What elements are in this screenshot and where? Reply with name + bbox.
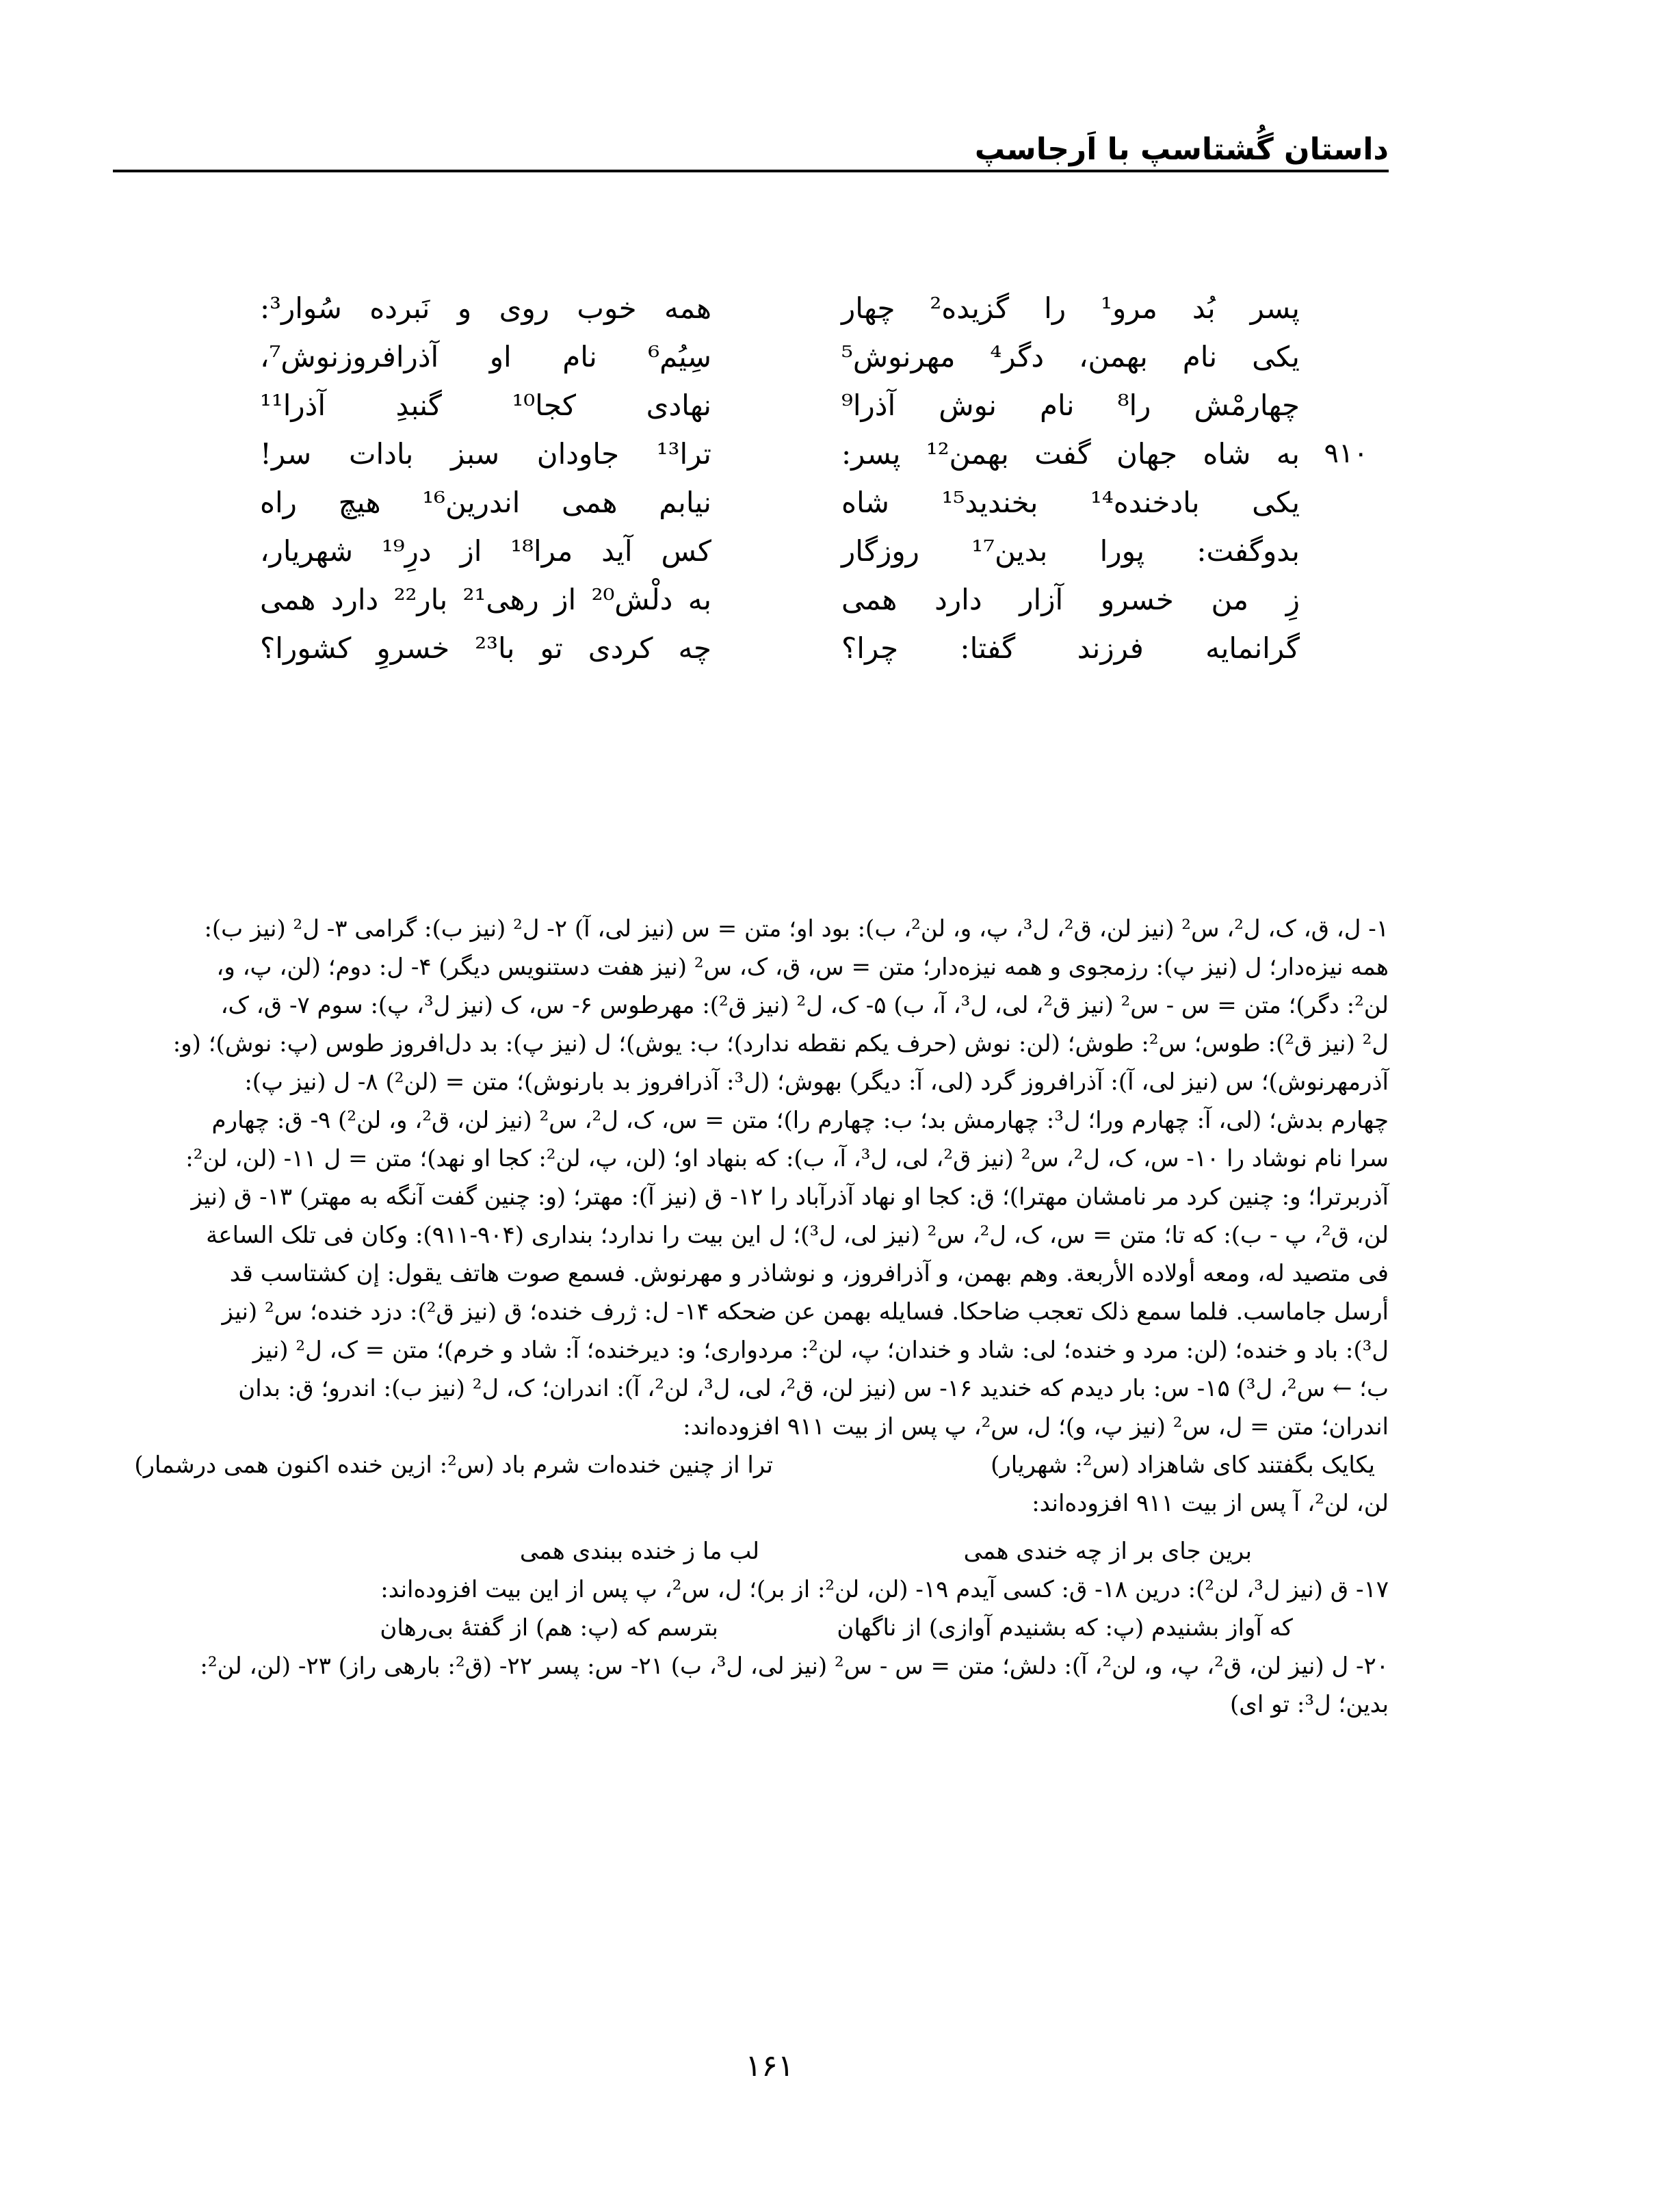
- footnote-line: اندران؛ متن = ل، س² (نیز پ، و)؛ ل، س²، پ پس از بیت ۹۱۱ افزوده‌اند:: [683, 1413, 1389, 1440]
- first-hemistich: به شاه جهان گفت بهمن¹² پسر:: [841, 437, 1300, 471]
- verse-row: [260, 624, 1368, 672]
- first-hemistich: چهارمْش را⁸ نام نوش آذرا⁹: [841, 389, 1300, 422]
- footnote-line: لن، لن²، آ پس از بیت ۹۱۱ افزوده‌اند:: [1032, 1490, 1389, 1517]
- first-hemistich: بدوگفت: پورا بدین¹⁷ روزگار: [841, 534, 1300, 568]
- poem-verses: [260, 284, 1368, 672]
- second-hemistich: همه خوب روی و نَبرده سُوار³:: [260, 291, 711, 325]
- footnote-line: لن²: دگر)؛ متن = س - س² (نیز ق²، لی، ل³، آ، ب) ۵- ک، ل² (نیز ق²): مهرطوس ۶- س، ک (نیز ل³، پ): سوم ۷- ق، ک،: [220, 992, 1389, 1019]
- second-hemistich: ترا¹³ جاودان سبز بادات سر!: [260, 437, 711, 471]
- footnote-line: أرسل جاماسب. فلما سمع ذلک تعجب ضاحکا. فسایله بهمن عن ضحکه ۱۴- ل: ژرف خنده؛ ق (نیز ق²): دزد خنده؛ س² (نیز: [222, 1298, 1389, 1326]
- second-hemistich: به دلْش²⁰ از رهی²¹ بار²² دارد همی: [260, 583, 712, 616]
- page-number: ۱۶۱: [745, 2049, 794, 2083]
- footnote-line: ب؛ ← س²، ل³) ۱۵- س: بار دیدم که خندید ۱۶- س (نیز لن، ق²، لی، ل³، لن²، آ): اندران؛ ک، ل² (نیز ب): اندرو؛ ق: بدان: [238, 1375, 1389, 1402]
- critical-apparatus-footnotes: [116, 910, 1389, 1724]
- first-hemistich: یکی نام بهمن، دگر⁴ مهرنوش⁵: [841, 340, 1300, 373]
- second-hemistich: نهادی کجا¹⁰ گنبدِ آذرا¹¹: [260, 389, 711, 422]
- added-verse-second-hemistich: لب ما ز خنده ببندی همی: [519, 1538, 759, 1565]
- added-verse-second-hemistich: ترا از چنین خنده‌ات شرم باد (س²: ازین خنده اکنون همی درشمار): [134, 1451, 773, 1479]
- footnote-line: آذرمهرنوش)؛ س (نیز لی، آ): آذرافروز گرد (لی، آ: دیگر) بهوش؛ (ل³: آذرافروز بد بارنوش)؛ متن = (لن²) ۸- ل (نیز پ):: [244, 1068, 1389, 1096]
- verse-row: [260, 478, 1368, 527]
- verse-row: [260, 575, 1368, 624]
- chapter-title: داستان گُشتاسپ با اَرجاسپ: [974, 132, 1389, 167]
- second-hemistich: سِیُم⁶ نام او آذرافروزنوش⁷،: [260, 340, 711, 373]
- footnote-line: چهارم بدش؛ (لی، آ: چهارم ورا؛ ل³: چهارمش بد؛ ب: چهارم را)؛ متن = س، ک، ل²، س² (نیز لن، ق²، و، لن²) ۹- ق: چهارم: [211, 1107, 1389, 1134]
- footnote-line: ل² (نیز ق²): طوس؛ س²: طوش؛ (لن: نوش (حرف یکم نقطه ندارد)؛ ب: یوش)؛ ل (نیز پ): بد دل‌افروز طوس (پ: نوش)؛ (و:: [172, 1030, 1389, 1057]
- first-hemistich: گرانمایه فرزند گفتا: چرا؟: [841, 631, 1300, 665]
- added-verse-first-hemistich: یکایک بگفتند کای شاهزاد (س²: شهریار): [991, 1451, 1375, 1479]
- verse-row: [260, 430, 1368, 478]
- verse-row: [260, 381, 1368, 430]
- footnote-line: همه نیزه‌دار؛ ل (نیز پ): رزمجوی و همه نیزه‌دار؛ متن = س، ق، ک، س² (نیز هفت دستنویس دیگر) ۴- ل: دوم؛ (لن، پ، و،: [216, 953, 1389, 981]
- footnote-line: بدین؛ ل³: تو ای): [1229, 1691, 1389, 1718]
- added-verse-second-hemistich: بترسم که (پ: هم) از گفتهٔ بی‌رهان: [380, 1614, 718, 1642]
- verse-row: [260, 284, 1368, 332]
- first-hemistich: پسر بُد مرو¹ را گزیده² چهار: [841, 291, 1300, 325]
- footnote-line: ۲۰- ل (نیز لن، ق²، پ، و، لن²، آ): دلش؛ متن = س - س² (نیز لی، ل³، ب) ۲۱- س: پسر ۲۲- (ق²: بارهی راز) ۲۳- (لن، لن²:: [200, 1653, 1389, 1680]
- second-hemistich: چه کردی تو با²³ خسروِ کشورا؟: [260, 631, 711, 665]
- footnote-line: ۱۷- ق (نیز ل³، لن²): درین ۱۸- ق: کسی آیدم ۱۹- (لن، لن²: از بر)؛ ل، س²، پ پس از این بیت افزوده‌اند:: [380, 1576, 1389, 1603]
- footnote-line: لن، ق²، پ - ب): که تا؛ متن = س، ک، ل²، س² (نیز لی، ل³)؛ ل این بیت را ندارد؛ بنداری (۹۰۴-۹۱۱): وکان فی تلک الساعة: [206, 1222, 1389, 1249]
- footnote-line: ل³): باد و خنده؛ (لن: مرد و خنده؛ لی: شاد و خندان؛ پ، لن²: مردواری؛ و: دیرخنده؛ آ: شاد و خرم)؛ متن = ک، ل² (نیز: [252, 1337, 1389, 1364]
- verse-row: [260, 332, 1368, 381]
- verse-row: [260, 527, 1368, 575]
- added-verse: [116, 1609, 1389, 1647]
- second-hemistich: نیابم همی اندرین¹⁶ هیچ راه: [260, 486, 711, 519]
- second-hemistich: کس آید مرا¹⁸ از درِ¹⁹ شهریار،: [260, 534, 711, 568]
- added-verse-first-hemistich: که آواز بشنیدم (پ: که بشنیدم آوازی) از ناگهان: [837, 1614, 1293, 1642]
- footnote-line: فی متصید له، ومعه أولاده الأربعة. وهم بهمن، و آذرافروز، و نوشاذر و مهرنوش. فسمع صوت هاتف یقول: إن کشتاسب قد: [229, 1260, 1389, 1287]
- first-hemistich: زِ من خسرو آزار دارد همی: [841, 583, 1300, 616]
- footnote-line: ۱- ل، ق، ک، ل²، س² (نیز لن، ق²، ل³، پ، و، لن²، ب): بود او؛ متن = س (نیز لی، آ) ۲- ل² (نیز ب): گرامی ۳- ل² (نیز ب):: [204, 915, 1389, 943]
- added-verse-first-hemistich: برین جای بر از چه خندی همی: [963, 1538, 1252, 1565]
- verse-number: ۹۱۰: [1324, 438, 1368, 469]
- added-verse: [116, 1523, 1389, 1570]
- added-verse: [116, 1446, 1389, 1484]
- first-hemistich: یکی بادخنده¹⁴ بخندید¹⁵ شاه: [841, 486, 1300, 519]
- footnote-line: آذربرترا؛ و: چنین کرد مر نامشان مهترا)؛ ق: کجا او نهاد آذرآباد را ۱۲- ق (نیز آ): مهتر؛ (و: چنین گفت آنگه به مهتر) ۱۳- ق (نیز: [191, 1183, 1389, 1211]
- footnote-line: سرا نام نوشاد را ۱۰- س، ک، ل²، س² (نیز ق²، لی، ل³، آ، ب): که بنهاد او؛ (لن، پ، لن²: کجا او نهد)؛ متن = ل ۱۱- (لن، لن²:: [185, 1145, 1389, 1172]
- running-header: [113, 123, 1389, 172]
